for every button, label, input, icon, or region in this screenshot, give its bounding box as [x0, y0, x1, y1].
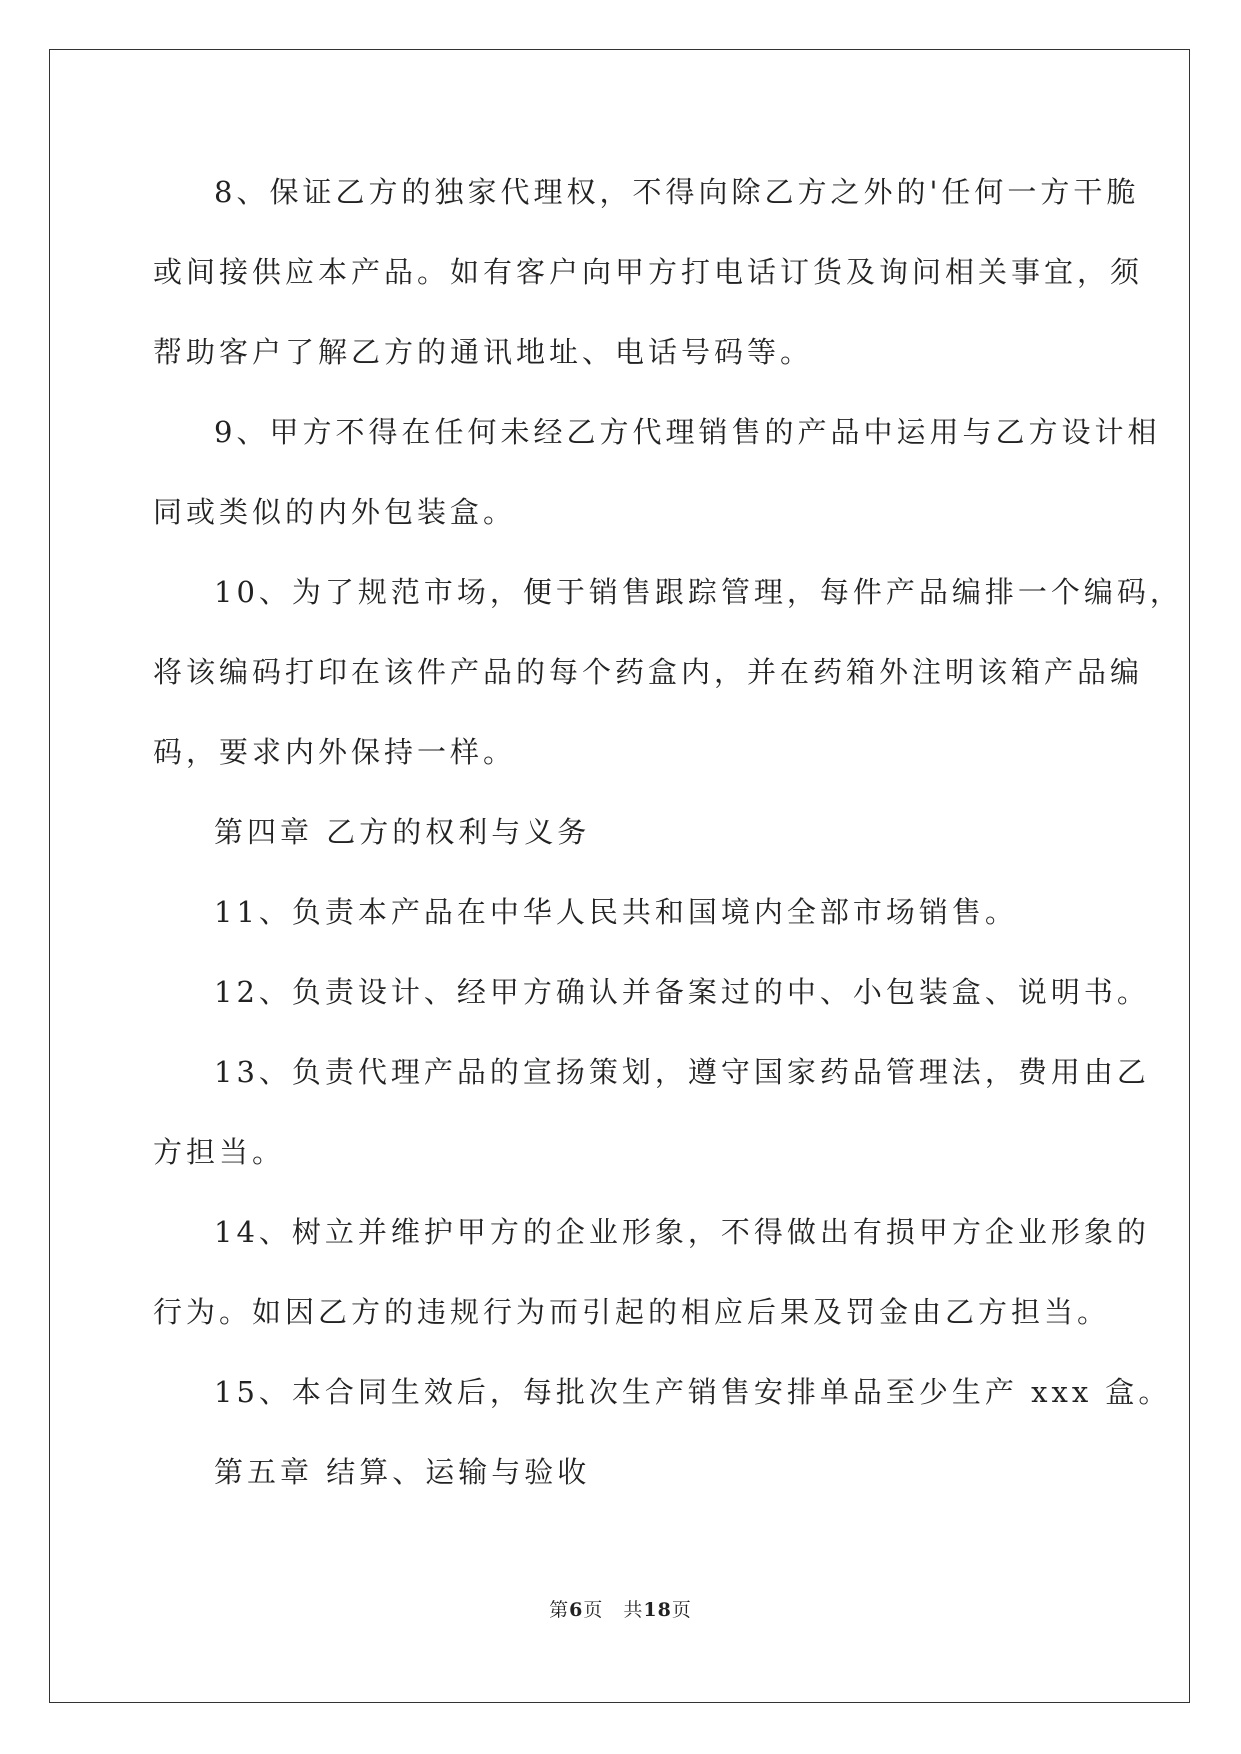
paragraph-9-line-1: 9、甲方不得在任何未经乙方代理销售的产品中运用与乙方设计相 — [214, 415, 1161, 449]
paragraph-10-line-2: 将该编码打印在该件产品的每个药盒内，并在药箱外注明该箱产品编 — [153, 655, 1144, 689]
paragraph-12: 12、负责设计、经甲方确认并备案过的中、小包装盒、说明书。 — [214, 975, 1150, 1009]
paragraph-14-line-2: 行为。如因乙方的违规行为而引起的相应后果及罚金由乙方担当。 — [153, 1295, 1111, 1329]
paragraph-10-line-1: 10、为了规范市场，便于销售跟踪管理，每件产品编排一个编码， — [214, 575, 1183, 609]
footer-suffix: 页 — [671, 1599, 692, 1621]
chapter-4-heading: 第四章 乙方的权利与义务 — [214, 815, 591, 849]
paragraph-10-line-3: 码，要求内外保持一样。 — [153, 735, 517, 769]
footer-total-pages: 18 — [643, 1599, 672, 1621]
paragraph-14-line-1: 14、树立并维护甲方的企业形象，不得做出有损甲方企业形象的 — [214, 1215, 1150, 1249]
paragraph-11: 11、负责本产品在中华人民共和国境内全部市场销售。 — [214, 895, 1018, 929]
paragraph-13-line-2: 方担当。 — [153, 1135, 286, 1169]
paragraph-8-line-3: 帮助客户了解乙方的通讯地址、电话号码等。 — [153, 335, 814, 369]
footer-current-page: 6 — [569, 1599, 584, 1621]
page-number-footer — [0, 1595, 1241, 1622]
footer-mid: 页 共 — [583, 1599, 644, 1621]
chapter-5-heading: 第五章 结算、运输与验收 — [214, 1455, 591, 1489]
paragraph-9-line-2: 同或类似的内外包装盒。 — [153, 495, 517, 529]
paragraph-13-line-1: 13、负责代理产品的宣扬策划，遵守国家药品管理法，费用由乙 — [214, 1055, 1150, 1089]
paragraph-8-line-2: 或间接供应本产品。如有客户向甲方打电话订货及询问相关事宜，须 — [153, 255, 1144, 289]
paragraph-8-line-1: 8、保证乙方的独家代理权，不得向除乙方之外的'任何一方干脆 — [214, 175, 1140, 209]
paragraph-15: 15、本合同生效后，每批次生产销售安排单品至少生产 xxx 盒。 — [214, 1375, 1172, 1409]
footer-prefix: 第 — [549, 1599, 570, 1621]
